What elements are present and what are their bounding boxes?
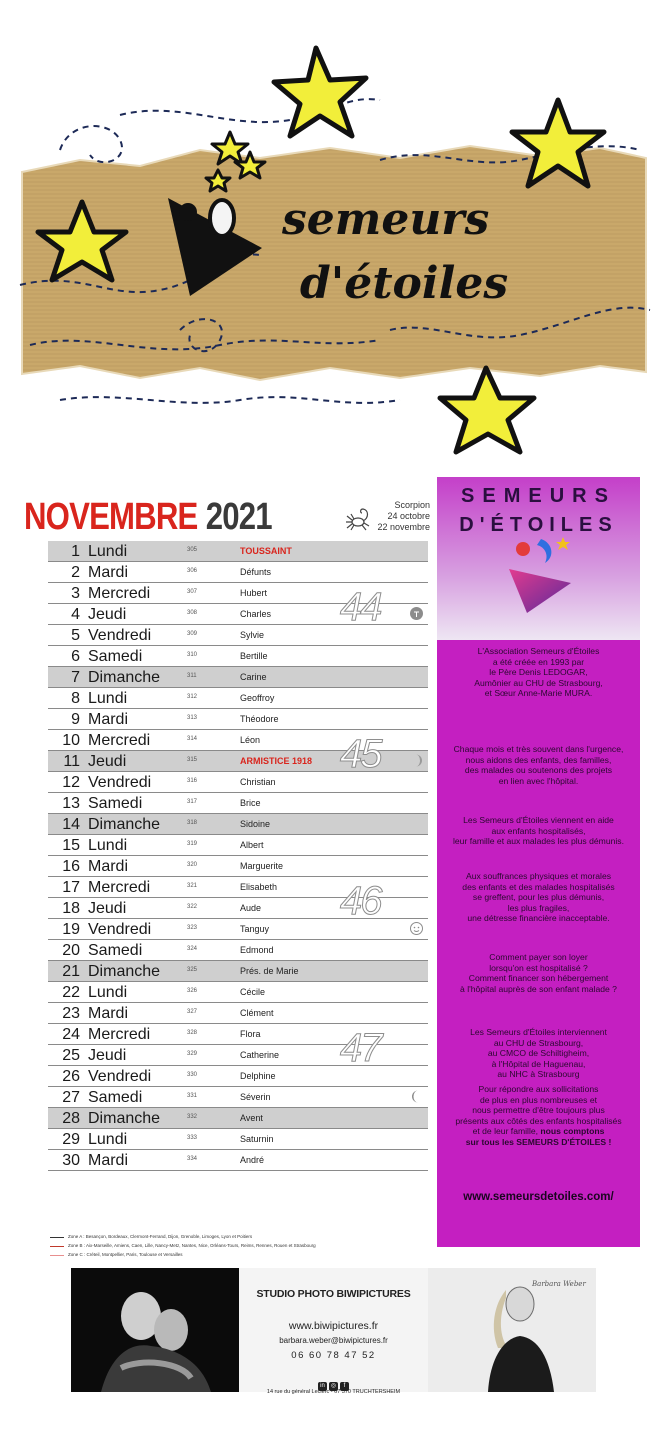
day-of-year: 333 bbox=[187, 1135, 198, 1141]
full-moon-face-icon bbox=[409, 921, 424, 936]
day-number: 28 bbox=[62, 1110, 80, 1127]
day-number: 9 bbox=[71, 711, 80, 728]
month-name: NOVEMBRE bbox=[24, 496, 198, 538]
day-number: 22 bbox=[62, 984, 80, 1001]
zodiac-block bbox=[335, 500, 430, 540]
panel-text-line: se greffent, pour les plus démunis, bbox=[472, 892, 605, 902]
star-top bbox=[274, 48, 366, 136]
weekday-name: Lundi bbox=[88, 543, 128, 560]
weekday-name: Mardi bbox=[88, 1005, 129, 1022]
weekday-name: Vendredi bbox=[88, 627, 152, 644]
calendar-row bbox=[48, 646, 428, 667]
week-number: 47 bbox=[340, 1026, 381, 1070]
calendar-row bbox=[48, 1108, 428, 1129]
saint-name: André bbox=[240, 1155, 265, 1165]
day-of-year: 319 bbox=[187, 841, 198, 847]
day-number: 13 bbox=[62, 795, 80, 812]
day-of-year: 309 bbox=[187, 631, 198, 637]
saint-name: Carine bbox=[240, 672, 267, 682]
saint-name: Edmond bbox=[240, 945, 274, 955]
calendar-row bbox=[48, 667, 428, 688]
saint-name: Hubert bbox=[240, 588, 268, 598]
weekday-name: Samedi bbox=[88, 795, 143, 812]
panel-text-line: a été créée en 1993 par bbox=[492, 656, 585, 667]
calendar-row bbox=[48, 1003, 428, 1024]
calendar-row bbox=[48, 541, 428, 562]
panel-text-line: Les Semeurs d'Étoiles interviennent bbox=[470, 1027, 607, 1037]
signature-text: Barbara Weber bbox=[532, 1280, 586, 1288]
day-of-year: 330 bbox=[187, 1072, 198, 1078]
weekday-name: Samedi bbox=[88, 942, 143, 959]
saint-name: Geoffroy bbox=[240, 693, 275, 703]
day-number: 3 bbox=[71, 585, 80, 602]
weekday-name: Mardi bbox=[88, 711, 129, 728]
day-of-year: 318 bbox=[187, 820, 198, 826]
weekday-name: Samedi bbox=[88, 1089, 143, 1106]
day-of-year: 314 bbox=[187, 736, 198, 742]
panel-text-line: au CMCO de Schiltigheim, bbox=[487, 1048, 590, 1058]
weekday-name: Dimanche bbox=[88, 963, 161, 980]
facebook-icon[interactable]: f bbox=[340, 1382, 349, 1391]
day-of-year: 311 bbox=[187, 673, 197, 679]
zodiac-to: 22 novembre bbox=[377, 522, 430, 532]
panel-text-line: à l'Hôpital de Haguenau, bbox=[491, 1058, 586, 1069]
legend-line bbox=[50, 1246, 64, 1247]
day-number: 24 bbox=[62, 1026, 80, 1043]
day-of-year: 312 bbox=[187, 694, 198, 700]
studio-info bbox=[239, 1268, 428, 1395]
saint-name: Marguerite bbox=[240, 861, 284, 871]
calendar-row bbox=[48, 562, 428, 583]
day-of-year: 334 bbox=[187, 1156, 198, 1162]
calendar-row bbox=[48, 835, 428, 856]
panel-paragraph-5 bbox=[437, 952, 640, 994]
panel-text-line: des malades ou soutenons des projets bbox=[464, 765, 613, 775]
saint-name: Charles bbox=[240, 609, 272, 619]
day-number: 7 bbox=[71, 669, 80, 686]
couple-photo bbox=[71, 1268, 239, 1392]
panel-paragraph-2 bbox=[437, 744, 640, 786]
day-of-year: 329 bbox=[187, 1051, 198, 1057]
panel-text-line: Aux souffrances physiques et morales bbox=[465, 871, 612, 881]
studio-phone[interactable]: 06 60 78 47 52 bbox=[291, 1350, 376, 1361]
day-number: 18 bbox=[62, 900, 80, 917]
weekday-name: Lundi bbox=[88, 984, 128, 1001]
calendar-row bbox=[48, 856, 428, 877]
weekday-name: Jeudi bbox=[88, 1047, 127, 1064]
panel-p7-bold-2: sur tous les SEMEURS D'ÉTOILES ! bbox=[465, 1136, 612, 1147]
week-number: 44 bbox=[340, 585, 381, 629]
day-of-year: 308 bbox=[187, 610, 198, 616]
calendar-row bbox=[48, 1150, 428, 1171]
calendar-row bbox=[48, 1087, 428, 1108]
day-number: 29 bbox=[62, 1131, 80, 1148]
panel-paragraph-7 bbox=[437, 1084, 640, 1147]
day-number: 10 bbox=[62, 732, 80, 749]
panel-text-line: nous permettre d'être toujours plus bbox=[472, 1105, 605, 1115]
portrait-photo bbox=[428, 1268, 596, 1392]
banner-illustration bbox=[0, 0, 667, 470]
weekday-name: Jeudi bbox=[88, 606, 127, 623]
calendar-table bbox=[48, 541, 428, 1171]
day-number: 20 bbox=[62, 942, 80, 959]
day-number: 2 bbox=[71, 564, 80, 581]
day-of-year: 328 bbox=[187, 1030, 198, 1036]
day-of-year: 306 bbox=[187, 568, 198, 574]
saint-name: Sidoine bbox=[240, 819, 271, 829]
saint-name: Christian bbox=[240, 777, 276, 787]
zodiac-from: 24 octobre bbox=[387, 511, 430, 521]
zodiac-sign: Scorpion bbox=[394, 500, 430, 510]
weekday-name: Vendredi bbox=[88, 921, 152, 938]
saint-name: Catherine bbox=[240, 1050, 280, 1060]
saint-name: Brice bbox=[240, 798, 261, 808]
last-quarter-moon-icon bbox=[409, 1089, 424, 1104]
linkedin-icon[interactable]: in bbox=[318, 1382, 327, 1391]
day-number: 4 bbox=[71, 606, 80, 623]
panel-p7-bold: nous comptons bbox=[540, 1126, 605, 1136]
day-number: 30 bbox=[62, 1152, 80, 1169]
calendar-row bbox=[48, 709, 428, 730]
day-of-year: 315 bbox=[187, 757, 198, 763]
weekday-name: Jeudi bbox=[88, 753, 127, 770]
day-number: 6 bbox=[71, 648, 80, 665]
day-of-year: 325 bbox=[187, 967, 198, 973]
studio-email-link[interactable]: barbara.weber@biwipictures.fr bbox=[279, 1336, 388, 1345]
panel-paragraph-1 bbox=[437, 646, 640, 699]
day-number: 26 bbox=[62, 1068, 80, 1085]
day-number: 8 bbox=[71, 690, 80, 707]
saint-name: Cécile bbox=[240, 987, 266, 997]
day-number: 21 bbox=[62, 963, 80, 980]
panel-text-line: L'Association Semeurs d'Étoiles bbox=[477, 646, 600, 656]
saint-name: Delphine bbox=[240, 1071, 276, 1081]
calendar-row bbox=[48, 793, 428, 814]
saint-name: Elisabeth bbox=[240, 882, 278, 892]
week-number: 46 bbox=[340, 879, 381, 923]
day-number: 11 bbox=[63, 753, 80, 770]
day-number: 19 bbox=[62, 921, 80, 938]
day-of-year: 320 bbox=[187, 862, 198, 868]
panel-header bbox=[437, 477, 640, 640]
weekday-name: Vendredi bbox=[88, 1068, 152, 1085]
studio-name: STUDIO PHOTO BIWIPICTURES bbox=[256, 1288, 411, 1300]
month-year: 2021 bbox=[205, 496, 272, 538]
day-of-year: 310 bbox=[187, 652, 198, 658]
day-of-year: 326 bbox=[187, 988, 198, 994]
panel-text-line: au CHU de Strasbourg, bbox=[493, 1037, 584, 1048]
panel-text-line: des enfants et des malades hospitalisés bbox=[462, 881, 615, 892]
legend-text: Zone B : Aix-Marseille, Amiens, Caen, Lille, Nancy-Metz, Nantes, Nice, Orléans-Tours, Reims, Rennes, Rouen et Strasbourg bbox=[68, 1243, 316, 1248]
day-number: 25 bbox=[62, 1047, 80, 1064]
panel-text-line: Comment financer son hébergement bbox=[468, 973, 609, 983]
saint-name: Sylvie bbox=[240, 630, 265, 640]
day-number: 17 bbox=[62, 879, 80, 896]
day-of-year: 324 bbox=[187, 946, 198, 952]
saint-name: Avent bbox=[240, 1113, 263, 1123]
banner-brand-line2: d'étoiles bbox=[300, 258, 509, 309]
saint-name: Défunts bbox=[240, 567, 272, 577]
weekday-name: Lundi bbox=[88, 690, 128, 707]
weekday-name: Dimanche bbox=[88, 1110, 161, 1127]
day-of-year: 321 bbox=[187, 883, 198, 889]
saint-name: Aude bbox=[240, 903, 262, 913]
saint-name: Bertille bbox=[240, 651, 268, 661]
day-of-year: 332 bbox=[187, 1114, 198, 1120]
panel-text-line: lorsqu'on est hospitalisé ? bbox=[489, 962, 588, 973]
panel-text-line: présents aux côtés des enfants hospitalisés bbox=[455, 1115, 622, 1126]
day-of-year: 316 bbox=[187, 778, 198, 784]
day-of-year: 305 bbox=[187, 547, 198, 553]
holiday-name: TOUSSAINT bbox=[240, 546, 292, 556]
weekday-name: Dimanche bbox=[88, 669, 161, 686]
panel-text-line: Les Semeurs d'Étoiles viennent en aide bbox=[463, 815, 614, 825]
saint-name: Saturnin bbox=[240, 1134, 274, 1144]
panel-text-line: en lien avec l'hôpital. bbox=[498, 775, 579, 786]
panel-p7-prefix: et de leur famille, bbox=[472, 1126, 541, 1136]
day-of-year: 331 bbox=[187, 1093, 198, 1099]
weekday-name: Vendredi bbox=[88, 774, 152, 791]
instagram-icon[interactable]: ◎ bbox=[330, 1383, 337, 1389]
panel-text-line: et Sœur Anne-Marie MURA. bbox=[484, 688, 593, 698]
panel-text-line: Aumônier au CHU de Strasbourg, bbox=[474, 677, 603, 688]
panel-text-line: au NHC à Strasbourg bbox=[497, 1069, 580, 1079]
day-number: 27 bbox=[62, 1089, 80, 1106]
scorpion-icon bbox=[343, 504, 373, 534]
legend-text: Zone A : Besançon, Bordeaux, Clermont-Ferrand, Dijon, Grenoble, Limoges, Lyon et Poitiers bbox=[68, 1234, 253, 1239]
panel-text-line: le Père Denis LEDOGAR, bbox=[489, 667, 588, 677]
panel-paragraph-3 bbox=[437, 815, 640, 847]
full-moon-icon bbox=[409, 606, 424, 621]
day-number: 23 bbox=[62, 1005, 80, 1022]
weekday-name: Lundi bbox=[88, 837, 128, 854]
weekday-name: Mercredi bbox=[88, 1026, 151, 1043]
panel-text-line: une détresse financière inacceptable. bbox=[467, 913, 610, 923]
weekday-name: Mercredi bbox=[88, 879, 151, 896]
banner-brand-line1: semeurs bbox=[282, 194, 490, 245]
weekday-name: Mercredi bbox=[88, 585, 151, 602]
saint-name: Tanguy bbox=[240, 924, 270, 934]
studio-address: 14 rue du général Leclerc - 67 370 TRUCHTERSHEIM bbox=[266, 1389, 401, 1395]
calendar-row bbox=[48, 688, 428, 709]
studio-social-icons bbox=[239, 1374, 428, 1389]
day-number: 16 bbox=[62, 858, 80, 875]
panel-title-line2: D'ÉTOILES bbox=[459, 514, 618, 536]
star-bottom bbox=[440, 368, 534, 452]
weekday-name: Dimanche bbox=[88, 816, 161, 833]
day-number: 1 bbox=[71, 543, 80, 560]
day-of-year: 322 bbox=[187, 904, 198, 910]
saint-name: Albert bbox=[240, 840, 264, 850]
panel-text-line: de plus en plus nombreuses et bbox=[479, 1094, 598, 1105]
first-quarter-moon-icon bbox=[409, 753, 424, 768]
holiday-name: ARMISTICE 1918 bbox=[240, 756, 313, 766]
panel-text-line: Chaque mois et très souvent dans l'urgence, bbox=[453, 744, 624, 754]
day-number: 14 bbox=[62, 816, 80, 833]
calendar-row bbox=[48, 982, 428, 1003]
panel-paragraph-4 bbox=[437, 871, 640, 924]
day-number: 12 bbox=[62, 774, 80, 791]
association-website-link[interactable]: www.semeursdetoiles.com/ bbox=[463, 1191, 614, 1203]
day-of-year: 317 bbox=[187, 799, 198, 805]
legend-text: Zone C : Créteil, Montpellier, Paris, Toulouse et Versailles bbox=[68, 1252, 183, 1257]
saint-name: Séverin bbox=[240, 1092, 271, 1102]
legend-line bbox=[50, 1237, 64, 1238]
panel-text-line: à l'hôpital auprès de son enfant malade ? bbox=[460, 983, 617, 994]
week-number: 45 bbox=[340, 732, 381, 776]
weekday-name: Mercredi bbox=[88, 732, 151, 749]
panel-title-line1: SEMEURS bbox=[461, 485, 616, 507]
saint-name: Clément bbox=[240, 1008, 274, 1018]
month-title bbox=[24, 496, 272, 539]
weekday-name: Mardi bbox=[88, 858, 129, 875]
legend-line bbox=[50, 1255, 64, 1256]
saint-name: Flora bbox=[240, 1029, 261, 1039]
calendar-row bbox=[48, 940, 428, 961]
calendar-row bbox=[48, 961, 428, 982]
studio-website-link[interactable]: www.biwipictures.fr bbox=[288, 1320, 379, 1332]
saint-name: Théodore bbox=[240, 714, 279, 724]
calendar-row bbox=[48, 1129, 428, 1150]
calendar-row bbox=[48, 814, 428, 835]
day-of-year: 307 bbox=[187, 589, 198, 595]
panel-paragraph-6 bbox=[437, 1027, 640, 1080]
weekday-name: Mardi bbox=[88, 1152, 129, 1169]
sponsor-banner bbox=[71, 1268, 596, 1395]
weekday-name: Lundi bbox=[88, 1131, 128, 1148]
association-panel bbox=[437, 477, 640, 1247]
day-number: 15 bbox=[62, 837, 80, 854]
panel-text-line: les plus fragiles, bbox=[507, 902, 570, 913]
panel-text-line: Comment payer son loyer bbox=[489, 952, 588, 962]
semeurs-logo-icon bbox=[505, 535, 577, 615]
day-number: 5 bbox=[71, 627, 80, 644]
weekday-name: Jeudi bbox=[88, 900, 127, 917]
day-of-year: 323 bbox=[187, 925, 198, 931]
weekday-name: Samedi bbox=[88, 648, 143, 665]
panel-text-line: nous aidons des enfants, des familles, bbox=[465, 754, 612, 765]
panel-text-line: Pour répondre aux sollicitations bbox=[478, 1084, 599, 1094]
weekday-name: Mardi bbox=[88, 564, 129, 581]
panel-text-line: leur famille et aux malades les plus démunis. bbox=[452, 836, 624, 846]
day-of-year: 327 bbox=[187, 1009, 198, 1015]
saint-name: Léon bbox=[240, 735, 261, 745]
saint-name: Prés. de Marie bbox=[240, 966, 299, 976]
day-of-year: 313 bbox=[187, 715, 198, 721]
panel-text-line: aux enfants hospitalisés, bbox=[491, 825, 586, 836]
